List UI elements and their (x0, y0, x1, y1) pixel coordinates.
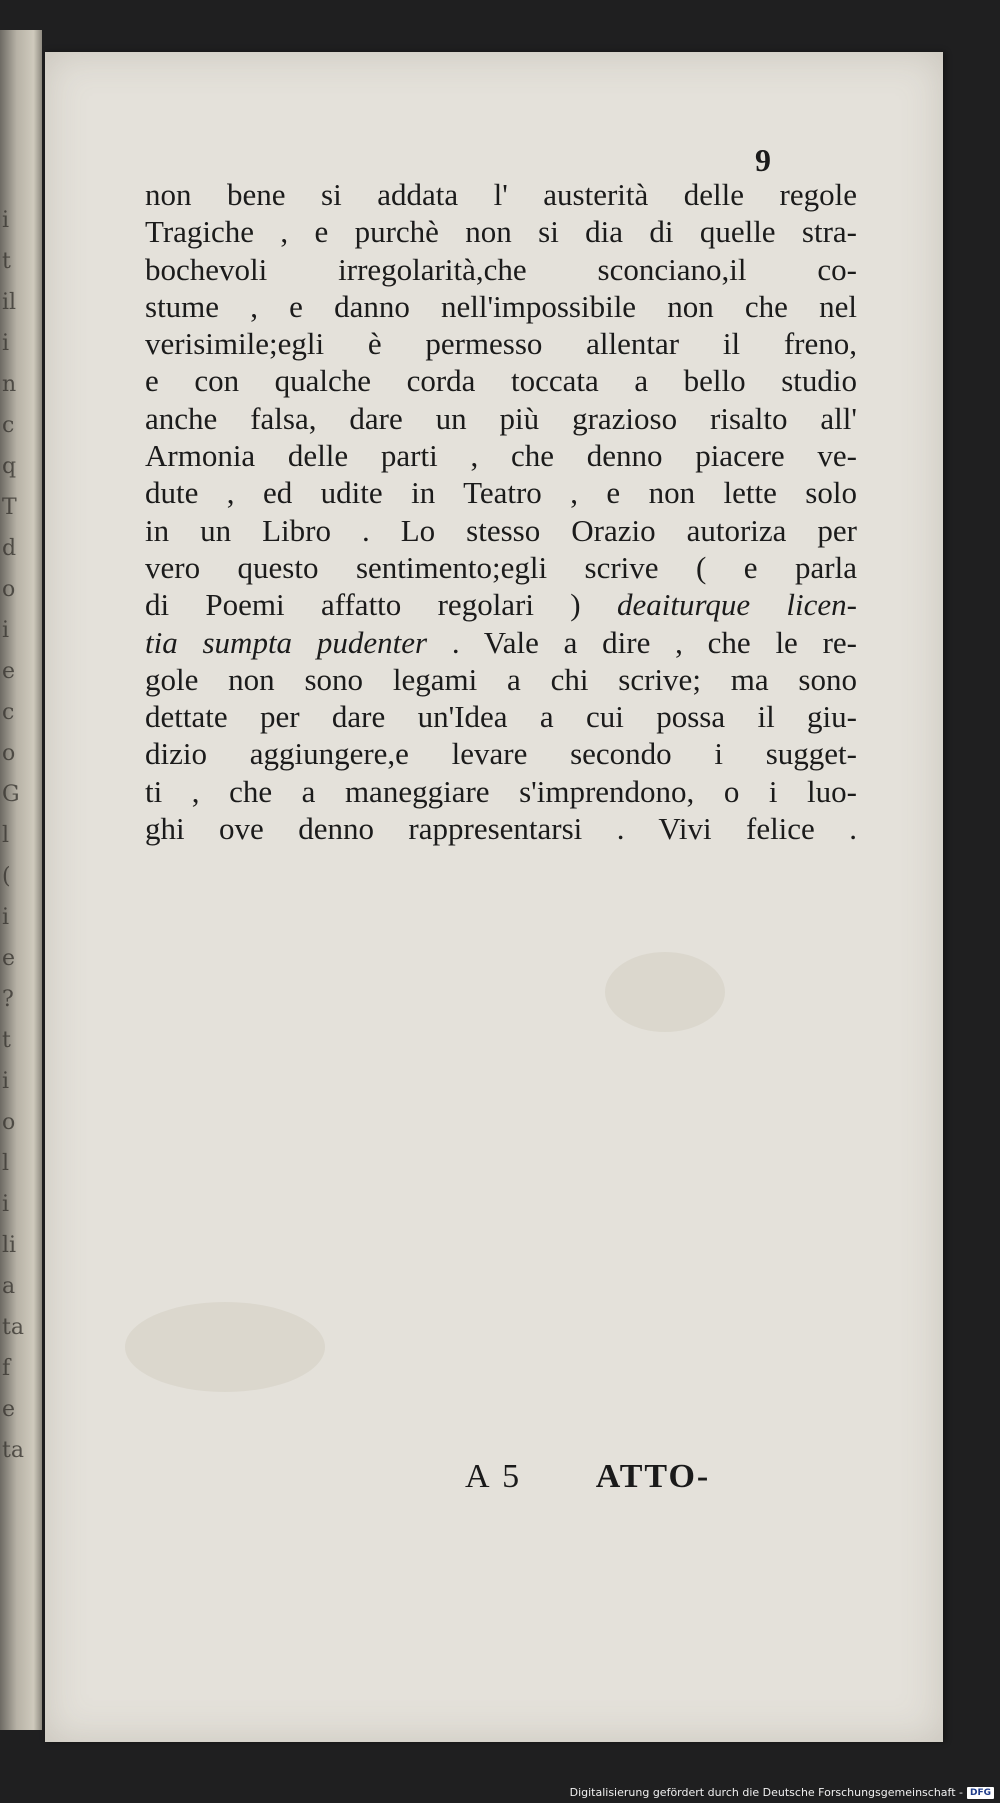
left-page-fragment: a (2, 1274, 16, 1299)
text-line-mixed (145, 624, 857, 661)
left-page-fragment: q (2, 454, 17, 479)
book-page (45, 52, 943, 1742)
text-line: Armonia delle parti , che denno piacere ve- (145, 438, 857, 474)
left-page-fragment: i (2, 1069, 10, 1094)
left-page-fragment: t (2, 1028, 11, 1053)
left-page-fragment: f (2, 1356, 11, 1381)
text-line: gole non sono legami a chi scrive; ma sono (145, 661, 857, 697)
text-line: anche falsa, dare un più grazioso risalto all' (145, 400, 857, 436)
left-page-fragment: l (2, 823, 10, 848)
text-line: dettate per dare un'Idea a cui possa il giu- (145, 699, 857, 735)
dfg-logo: DFG (967, 1787, 994, 1799)
roman-text: . Vale a dire , che le re- (451, 624, 857, 660)
left-page-fragment: ta (2, 1438, 24, 1463)
text-line: Tragiche , e purchè non si dia di quelle stra- (145, 214, 857, 250)
paper-stain (125, 1302, 325, 1392)
signature-mark: A 5 (465, 1458, 523, 1495)
text-line: dute , ed udite in Teatro , e non lette solo (145, 475, 857, 511)
left-page-fragment: ta (2, 1315, 24, 1340)
left-page-fragment: o (2, 741, 16, 766)
left-page-fragment: i (2, 1192, 10, 1217)
left-page-fragment: i (2, 331, 10, 356)
body-text (145, 176, 857, 847)
left-page-fragment: il (2, 290, 17, 315)
left-page-fragment: li (2, 1233, 17, 1258)
left-page-fragment: i (2, 905, 10, 930)
left-page-fragment: n (2, 372, 17, 397)
left-facing-page-edge (0, 30, 42, 1730)
page-number: 9 (755, 142, 771, 178)
text-line-mixed (145, 586, 857, 623)
left-page-fragment: c (2, 413, 15, 438)
left-page-fragment: o (2, 577, 16, 602)
text-line: vero questo sentimento;egli scrive ( e parla (145, 549, 857, 585)
left-page-fragment: ( (2, 864, 11, 889)
text-line: verisimile;egli è permesso allentar il freno, (145, 326, 857, 362)
latin-quote: deaiturque licen- (616, 587, 857, 623)
left-page-fragment: i (2, 618, 10, 643)
catchword-line (465, 1458, 710, 1496)
left-page-fragment: i (2, 208, 10, 233)
left-page-fragment: e (2, 1397, 16, 1422)
text-line: bochevoli irregolarità,che sconciano,il co- (145, 251, 857, 287)
left-page-fragment: G (2, 782, 20, 807)
left-page-fragment: l (2, 1151, 10, 1176)
left-page-fragment: e (2, 659, 16, 684)
left-page-fragment: t (2, 249, 11, 274)
text-line: non bene si addata l' austerità delle regole (145, 177, 857, 212)
text-line: stume , e danno nell'impossibile non che nel (145, 288, 857, 324)
digitization-footer (570, 1786, 994, 1799)
roman-text: di Poemi affatto regolari ) (145, 587, 581, 623)
text-line: ti , che a maneggiare s'imprendono, o i luo- (145, 773, 857, 809)
latin-quote: tia sumpta pudenter (145, 624, 428, 660)
text-line: e con qualche corda toccata a bello studio (145, 363, 857, 399)
left-page-fragment: ? (2, 987, 14, 1012)
left-page-fragment: o (2, 1110, 16, 1135)
footer-credit: Digitalisierung gefördert durch die Deutsche Forschungsgemeinschaft - (569, 1786, 963, 1799)
text-line: in un Libro . Lo stesso Orazio autoriza per (145, 512, 857, 548)
left-page-fragment: T (2, 495, 17, 520)
text-line: dizio aggiungere,e levare secondo i sugget- (145, 736, 857, 772)
left-page-fragment: d (2, 536, 17, 561)
left-page-fragment: e (2, 946, 16, 971)
left-page-fragment: c (2, 700, 15, 725)
left-page-text-fragments (2, 200, 38, 1550)
catchword: ATTO- (595, 1458, 711, 1495)
text-line: ghi ove denno rappresentarsi . Vivi felice . (145, 811, 857, 847)
paper-stain (605, 952, 725, 1032)
